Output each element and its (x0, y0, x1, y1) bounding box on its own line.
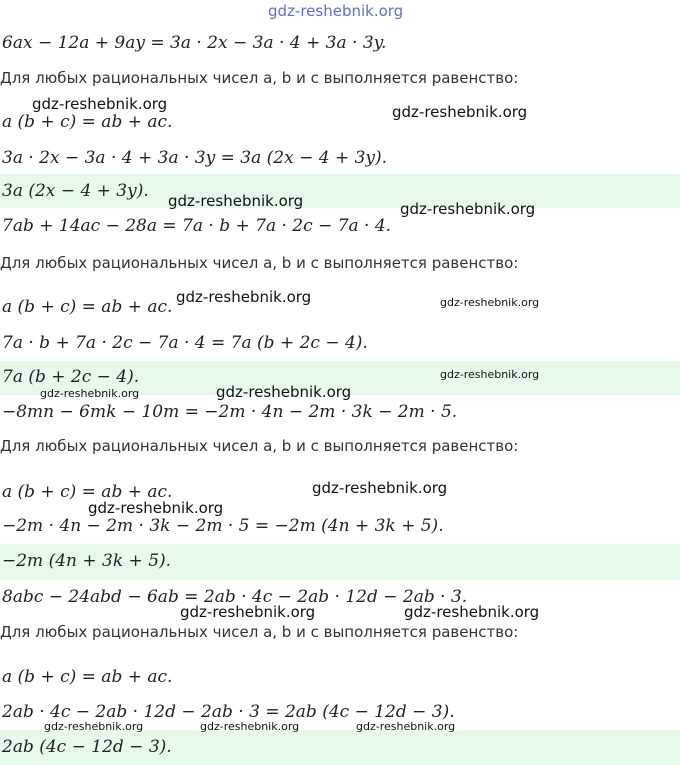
watermark: gdz-reshebnik.org (440, 296, 540, 309)
equation-line: −8mn − 6mk − 10m = −2m · 4n − 2m · 3k − 2m · 5. (2, 402, 458, 422)
watermark: gdz-reshebnik.org (216, 383, 352, 401)
equation-line: a (b + c) = ab + ac. (2, 667, 173, 687)
watermark: gdz-reshebnik.org (40, 387, 140, 400)
watermark: gdz-reshebnik.org (392, 103, 528, 121)
watermark: gdz-reshebnik.org (400, 200, 536, 218)
watermark: gdz-reshebnik.org (32, 95, 168, 113)
watermark-top: gdz-reshebnik.org (268, 2, 404, 20)
watermark: gdz-reshebnik.org (88, 499, 224, 517)
equation-line: a (b + c) = ab + ac. (2, 112, 173, 132)
watermark: gdz-reshebnik.org (180, 603, 316, 621)
watermark: gdz-reshebnik.org (168, 192, 304, 210)
watermark: gdz-reshebnik.org (440, 368, 540, 381)
rule-text: Для любых рациональных чисел a, b и c выполняется равенство: (0, 254, 519, 272)
rule-text: Для любых рациональных чисел a, b и c выполняется равенство: (0, 69, 519, 87)
equation-line: 7a · b + 7a · 2c − 7a · 4 = 7a (b + 2c − 4). (2, 333, 368, 353)
equation-line: 2ab · 4c − 2ab · 12d − 2ab · 3 = 2ab (4c − 12d − 3). (2, 702, 455, 722)
equation-line: 7ab + 14ac − 28a = 7a · b + 7a · 2c − 7a · 4. (2, 216, 392, 236)
answer-line: 2ab (4c − 12d − 3). (2, 737, 172, 757)
rule-text: Для любых рациональных чисел a, b и c выполняется равенство: (0, 623, 519, 641)
equation-line: −2m · 4n − 2m · 3k − 2m · 5 = −2m (4n + 3k + 5). (2, 516, 444, 536)
watermark: gdz-reshebnik.org (356, 720, 456, 733)
equation-line: 6ax − 12a + 9ay = 3a · 2x − 3a · 4 + 3a · 3y. (2, 33, 387, 53)
equation-line: a (b + c) = ab + ac. (2, 297, 173, 317)
equation-line: 8abc − 24abd − 6ab = 2ab · 4c − 2ab · 12d − 2ab · 3. (2, 587, 468, 607)
rule-text: Для любых рациональных чисел a, b и c выполняется равенство: (0, 437, 519, 455)
watermark: gdz-reshebnik.org (312, 479, 448, 497)
watermark: gdz-reshebnik.org (404, 603, 540, 621)
answer-line: 3a (2x − 4 + 3y). (2, 181, 149, 201)
answer-line: −2m (4n + 3k + 5). (2, 551, 172, 571)
watermark: gdz-reshebnik.org (44, 720, 144, 733)
equation-line: a (b + c) = ab + ac. (2, 482, 173, 502)
answer-line: 7a (b + 2c − 4). (2, 367, 140, 387)
watermark: gdz-reshebnik.org (200, 720, 300, 733)
equation-line: 3a · 2x − 3a · 4 + 3a · 3y = 3a (2x − 4 + 3y). (2, 148, 388, 168)
watermark: gdz-reshebnik.org (176, 288, 312, 306)
